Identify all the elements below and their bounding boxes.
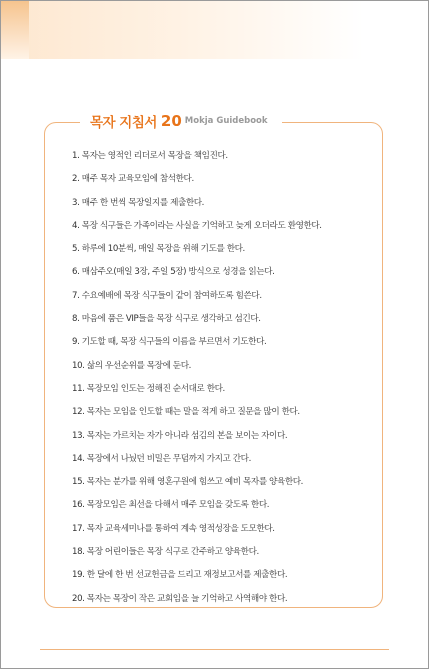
guideline-item-10: 10. 삶의 우선순위를 목장에 둔다. (72, 360, 191, 371)
bottom-divider (40, 649, 389, 650)
guideline-item-18: 18. 목장 어린이들은 목장 식구로 간주하고 양육한다. (72, 547, 259, 558)
guidebook-title (90, 112, 268, 130)
guideline-item-19: 19. 한 달에 한 번 선교헌금을 드리고 재정보고서를 제출한다. (72, 570, 288, 581)
guideline-item-3: 3. 매주 한 번씩 목장일지를 제출한다. (72, 197, 205, 208)
guideline-item-11: 11. 목장모임 인도는 정해진 순서대로 한다. (72, 383, 225, 394)
guideline-item-2: 2. 매주 목자 교육모임에 참석한다. (72, 174, 194, 185)
guideline-item-20: 20. 목자는 목장이 작은 교회임을 늘 기억하고 사역해야 한다. (72, 593, 288, 604)
title-number: 20 (160, 112, 182, 130)
title-english: Mokja Guidebook (184, 116, 268, 126)
guideline-list (72, 148, 372, 614)
guideline-item-17: 17. 목자 교육세미나를 통하여 계속 영적성장을 도모한다. (72, 523, 275, 534)
guideline-item-14: 14. 목장에서 나눴던 비밀은 무덤까지 가지고 간다. (72, 453, 251, 464)
guideline-item-5: 5. 하루에 10분씩, 매일 목장을 위해 기도를 한다. (72, 244, 245, 255)
guideline-item-16: 16. 목장모임은 최선을 다해서 매주 모임을 갖도록 한다. (72, 500, 270, 511)
title-korean: 목자 지침서 (90, 115, 157, 131)
top-accent-gradient (1, 1, 428, 59)
guideline-item-4: 4. 목장 식구들은 가족이라는 사실을 기억하고 늦게 오더라도 환영한다. (72, 220, 322, 231)
guideline-item-7: 7. 수요예배에 목장 식구들이 같이 참여하도록 힘쓴다. (72, 290, 262, 301)
guideline-item-13: 13. 목자는 가르치는 자가 아니라 섬김의 본을 보이는 자이다. (72, 430, 288, 441)
guideline-item-9: 9. 기도할 때, 목장 식구들의 이름을 부르면서 기도한다. (72, 337, 267, 348)
guideline-item-12: 12. 목자는 모임을 인도할 때는 말을 적게 하고 질문을 많이 한다. (72, 407, 300, 418)
guideline-item-6: 6. 매삼주오(매일 3장, 주일 5장) 방식으로 성경을 읽는다. (72, 267, 275, 278)
guideline-item-1: 1. 목자는 영적인 리더로서 목장을 책임진다. (72, 151, 228, 161)
guideline-item-8: 8. 마음에 품은 VIP들을 목장 식구로 생각하고 섬긴다. (72, 314, 261, 325)
guideline-item-15: 15. 목자는 분가를 위해 영혼구원에 힘쓰고 예비 목자를 양육한다. (72, 477, 303, 488)
